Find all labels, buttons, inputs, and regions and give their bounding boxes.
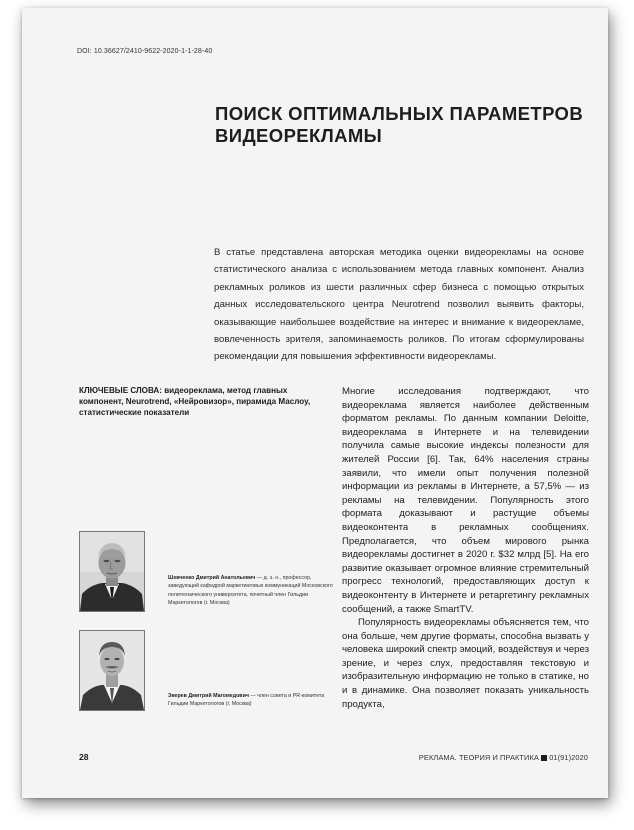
- doi-label: DOI: 10.36627/2410-9622-2020-1-1-28-40: [77, 48, 213, 55]
- page-number: 28: [79, 752, 89, 762]
- author-details: — д. э. н., профессор, заведующий кафедрой маркетинговых коммуникаций Московского политехнического университета, почетный член Гильдии Маркетологов (г. Москва): [168, 575, 333, 607]
- keywords: КЛЮЧЕВЫЕ СЛОВА: видеореклама, метод главных компонент, Neurotrend, «Нейровизор», пирамида Маслоу, статистические показатели: [79, 386, 311, 418]
- journal-issue: 01(91)2020: [549, 753, 588, 762]
- article-body: [342, 385, 589, 711]
- journal-name: РЕКЛАМА. ТЕОРИЯ И ПРАКТИКА: [418, 753, 539, 762]
- author-bio-shevchenko: [168, 574, 333, 608]
- journal-page: [22, 8, 608, 798]
- author-details: — член совета и PR-комитета Гильдии Маркетологов (г. Москва): [168, 693, 325, 708]
- journal-footer: [419, 753, 588, 762]
- author-name: Зверев Дмитрий Магомедович: [168, 693, 249, 699]
- body-paragraph-1: Многие исследования подтверждают, что видеореклама является наиболее действенным форматом рекламы. По данным компании Deloitte, видеореклама в Интернете и на телевидении получила самые высокие индексы полезности для жителей России [6]. Так, 64% населения страны заявили, что имели опыт получения полезной информации из рекламы в Интернете, а 57,5% — из рекламы на телевидении. Популярность этого формата доказывают и растущие объемы видеоконтента в рекламных сообщениях. Предполагается, что объем мирового рынка видеорекламы достигнет в 2020 г. $32 млрд [5]. На его развитие оказывает огромное влияние стремительный прогресс технологий, предоставляющих доступ к видеоконтенту в Интернете и ретаргетингу рекламных сообщений, а также SmartTV.: [342, 386, 589, 615]
- author-photo-shevchenko: [79, 531, 145, 612]
- abstract: В статье представлена авторская методика оценки видеорекламы на основе статистического анализа с использованием метода главных компонент. Анализ рекламных роликов из шести различных сфер бизнеса с помощью открытых данных исследовательского центра Neurotrend позволил выявить факторы, оказывающие наибольшее воздействие на интерес и внимание к видеорекламе, вовлеченность зрителя, запоминаемость роликов. По итогам сформулированы рекомендации для повышения эффективности видеорекламы.: [214, 247, 584, 363]
- author-photo-zverev: [79, 630, 145, 711]
- author-bio-zverev: [168, 692, 333, 709]
- author-name: Шевченко Дмитрий Анатольевич: [168, 575, 256, 581]
- square-bullet-icon: [541, 755, 547, 761]
- body-paragraph-2: Популярность видеорекламы объясняется тем, что она больше, чем другие форматы, способна вызвать у человека широкий спектр эмоций, воздействуя и через зрение, и через слух, предоставляя текстовую и изобразительную информацию не только в статике, но и в динамике. Она позволяет показать уникальность продукта,: [342, 617, 589, 710]
- article-title: ПОИСК ОПТИМАЛЬНЫХ ПАРАМЕТРОВ ВИДЕОРЕКЛАМЫ: [215, 103, 584, 146]
